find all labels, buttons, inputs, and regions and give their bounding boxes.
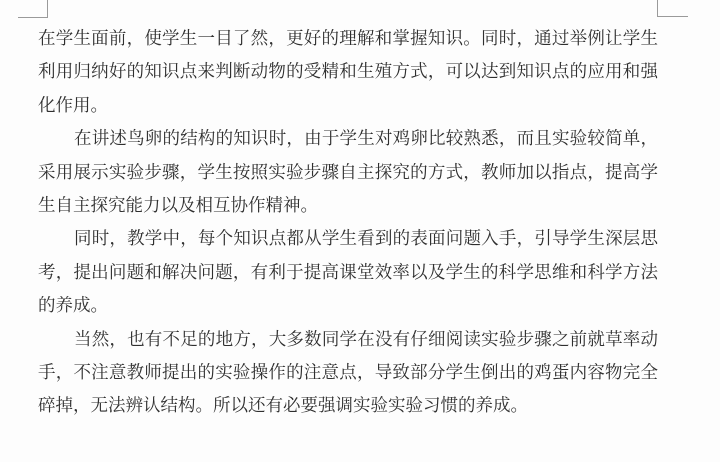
text-block bbox=[38, 22, 658, 423]
text-line: 同时，教学中，每个知识点都从学生看到的表面问题入手，引导学生深层思 bbox=[74, 228, 658, 249]
text-line: 碎掉，无法辨认结构。所以还有必要强调实验实验习惯的养成。 bbox=[38, 395, 528, 416]
text-line: 化作用。 bbox=[38, 94, 108, 115]
text-line: 考，提出问题和解决问题，有利于提高课堂效率以及学生的科学思维和科学方法 bbox=[38, 261, 658, 282]
text-line: 当然，也有不足的地方，大多数同学在没有仔细阅读实验步骤之前就草率动 bbox=[74, 328, 658, 349]
paragraph bbox=[38, 323, 658, 423]
text-line: 在学生面前，使学生一目了然，更好的理解和掌握知识。同时，通过举例让学生 bbox=[38, 28, 658, 48]
paragraph bbox=[38, 22, 658, 122]
text-line: 生自主探究能力以及相互协作精神。 bbox=[38, 195, 318, 216]
paragraph bbox=[38, 222, 658, 322]
text-line: 手，不注意教师提出的实验操作的注意点，导致部分学生倒出的鸡蛋内容物完全 bbox=[38, 362, 658, 383]
text-line: 在讲述鸟卵的结构的知识时，由于学生对鸡卵比较熟悉，而且实验较简单， bbox=[74, 128, 658, 149]
page-margin-crop-mark-top-left-icon bbox=[18, 0, 48, 18]
paragraph bbox=[38, 122, 658, 222]
text-line: 利用归纳好的知识点来判断动物的受精和生殖方式，可以达到知识点的应用和强 bbox=[38, 61, 658, 82]
page-margin-crop-mark-top-right-icon bbox=[657, 0, 688, 17]
text-line: 的养成。 bbox=[38, 295, 108, 316]
text-line: 采用展示实验步骤，学生按照实验步骤自主探究的方式，教师加以指点，提高学 bbox=[38, 161, 658, 182]
